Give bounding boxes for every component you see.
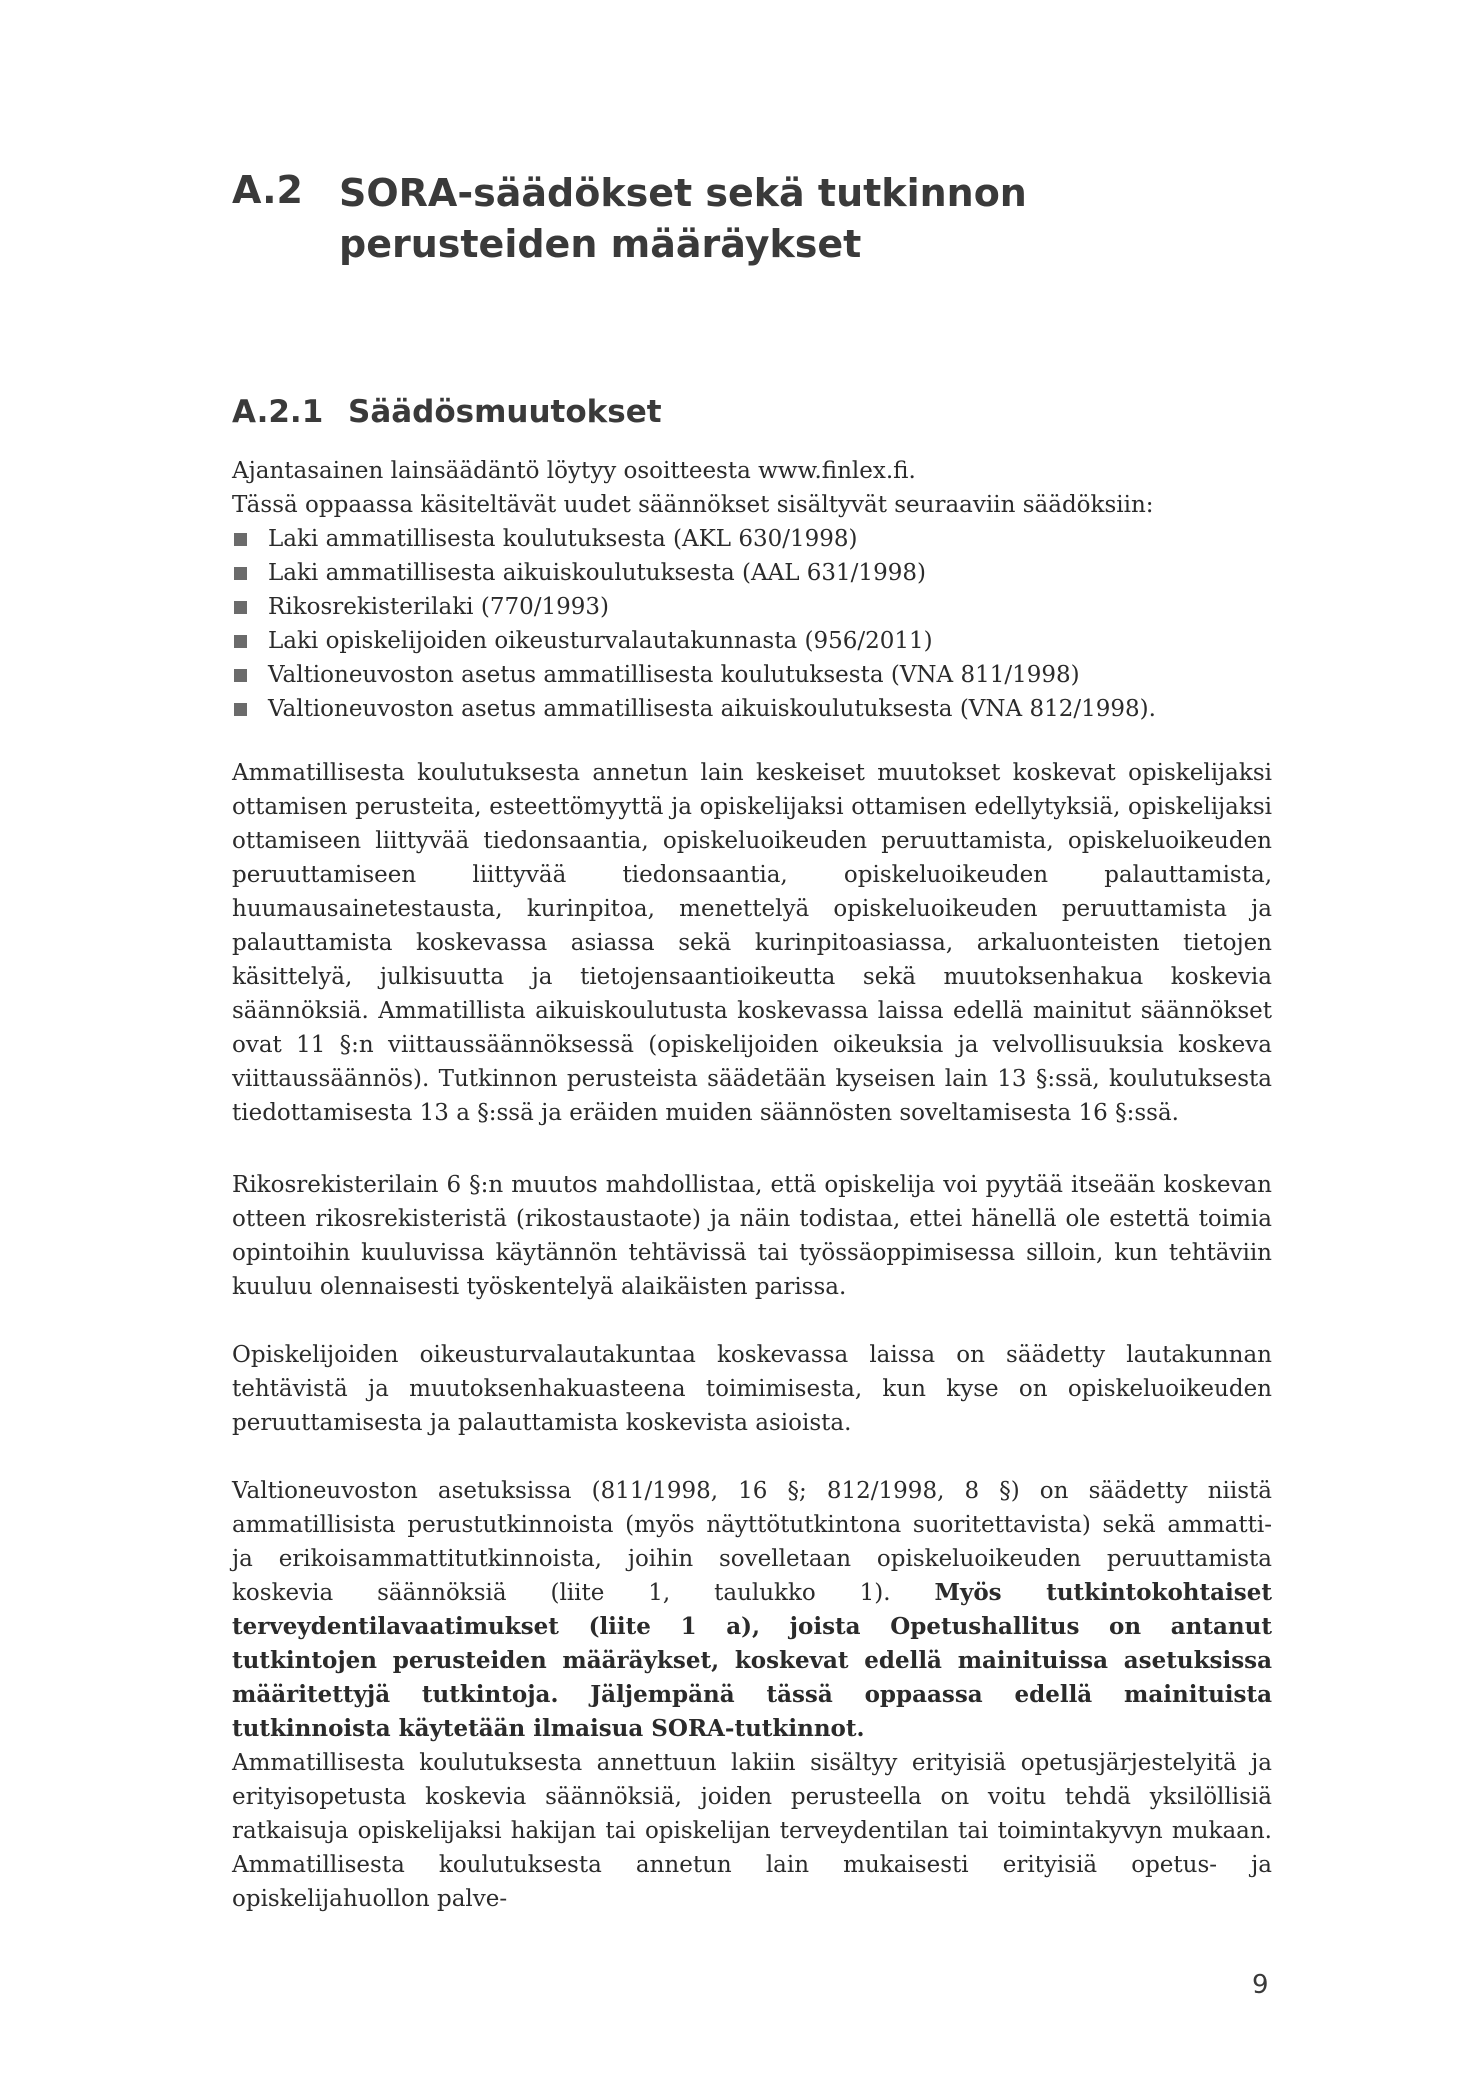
paragraph-decrees-bold-text: Myös tutkintokohtaiset terveydentilavaatimukset (liite 1 a), joista Opetushallitus on antanut tutkintojen perusteiden määräykset, koskevat edellä mainituissa asetuksissa määritettyjä tutkintoja. Jäljempänä tässä oppaassa edellä mainituista tutkinnoista käytetään ilmaisua SORA-tutkinnot. bbox=[232, 1579, 1273, 1742]
square-bullet-icon bbox=[234, 533, 247, 546]
intro-line-statutes: Tässä oppaassa käsiteltävät uudet säännökset sisältyvät seuraaviin säädöksiin: bbox=[232, 492, 1154, 518]
paragraph-special-arrangements: Ammatillisesta koulutuksesta annettuun lakiin sisältyy erityisiä opetusjärjestelyitä ja erityisopetusta koskevia säännöksiä, joiden perusteella on voitu tehdä yksilöllisiä ratkaisuja opiskelijaksi hakijan tai opiskelijan terveydentilan tai toimintakyvyn mukaan. Ammatillisesta koulutuksesta annetun lain mukaisesti erityisiä opetus- ja opiskelijahuollon palve- bbox=[232, 1750, 1272, 1912]
law-item-text: Valtioneuvoston asetus ammatillisesta koulutuksesta (VNA 811/1998) bbox=[268, 662, 1080, 688]
paragraph-key-changes: Ammatillisesta koulutuksesta annetun lain keskeiset muutokset koskevat opiskelijaksi ottamisen perusteita, esteettömyyttä ja opiskelijaksi ottamisen edellytyksiä, opiskelijaksi ottamiseen liittyvää tiedonsaantia, opiskeluoikeuden peruuttamista, opiskeluoikeuden peruuttamiseen liittyvää tiedonsaantia, opiskeluoikeuden palauttamista, huumausainetestausta, kurinpitoa, menettelyä opiskeluoikeuden peruuttamista ja palauttamista koskevassa asiassa sekä kurinpitoasiassa, arkaluonteisten tietojen käsittelyä, julkisuutta ja tietojensaantioikeutta sekä muutoksenhakua koskevia säännöksiä. Ammatillista aikuiskoulutusta koskevassa laissa edellä mainitut säännökset ovat 11 §:n viittaussäännöksessä (opiskelijoiden oikeuksia ja velvollisuuksia koskeva viittaussäännös). Tutkinnon perusteista säädetään kyseisen lain 13 §:ssä, koulutuksesta tiedottamisesta 13 a §:ssä ja eräiden muiden säännösten soveltamisesta 16 §:ssä. bbox=[232, 760, 1272, 1126]
law-item-text: Laki opiskelijoiden oikeusturvalautakunnasta (956/2011) bbox=[268, 628, 933, 654]
square-bullet-icon bbox=[234, 601, 247, 614]
paragraph-legal-protection-board: Opiskelijoiden oikeusturvalautakuntaa koskevassa laissa on säädetty lautakunnan tehtävistä ja muutoksenhakuasteena toimimisesta, kun kyse on opiskeluoikeuden peruuttamisesta ja palauttamista koskevista asioista. bbox=[232, 1342, 1272, 1436]
section-title: SORA-säädökset sekä tutkinnon perusteiden määräykset bbox=[339, 171, 1027, 266]
section-number: A.2 bbox=[232, 168, 303, 212]
square-bullet-icon bbox=[234, 567, 247, 580]
list-item bbox=[232, 692, 1272, 726]
list-item bbox=[232, 658, 1272, 692]
square-bullet-icon bbox=[234, 635, 247, 648]
list-item bbox=[232, 556, 1272, 590]
list-item bbox=[232, 624, 1272, 658]
list-item bbox=[232, 522, 1272, 556]
intro-block bbox=[232, 454, 1272, 726]
paragraph-decrees-text: Valtioneuvoston asetuksissa (811/1998, 16 §; 812/1998, 8 §) on säädetty niistä ammatillisista perustutkinnoista (myös näyttötutkintona suoritettavista) sekä ammatti- ja erikoisammattitutkinnoista, joihin sovelletaan opiskeluoikeuden peruuttamista koskevia säännöksiä (liite 1, taulukko 1). bbox=[232, 1478, 1272, 1606]
intro-line-finlex: Ajantasainen lainsäädäntö löytyy osoitteesta www.finlex.fi. bbox=[232, 458, 916, 484]
law-item-text: Laki ammatillisesta aikuiskoulutuksesta (AAL 631/1998) bbox=[268, 560, 926, 586]
subsection-number: A.2.1 bbox=[232, 394, 324, 430]
law-item-text: Laki ammatillisesta koulutuksesta (AKL 630/1998) bbox=[268, 526, 858, 552]
law-item-text: Rikosrekisterilaki (770/1993) bbox=[268, 594, 609, 620]
law-list bbox=[232, 522, 1272, 726]
square-bullet-icon bbox=[234, 669, 247, 682]
square-bullet-icon bbox=[234, 703, 247, 716]
paragraph-government-decrees bbox=[232, 1474, 1272, 1746]
paragraph-criminal-record: Rikosrekisterilain 6 §:n muutos mahdollistaa, että opiskelija voi pyytää itseään koskevan otteen rikosrekisteristä (rikostaustaote) ja näin todistaa, ettei hänellä ole estettä toimia opintoihin kuuluvissa käytännön tehtävissä tai työssäoppimisessa silloin, kun tehtäviin kuuluu olennaisesti työskentelyä alaikäisten parissa. bbox=[232, 1172, 1272, 1300]
subsection-title: Säädösmuutokset bbox=[348, 394, 662, 430]
list-item bbox=[232, 590, 1272, 624]
law-item-text: Valtioneuvoston asetus ammatillisesta aikuiskoulutuksesta (VNA 812/1998). bbox=[268, 696, 1156, 722]
page-number: 9 bbox=[1252, 1970, 1269, 2000]
